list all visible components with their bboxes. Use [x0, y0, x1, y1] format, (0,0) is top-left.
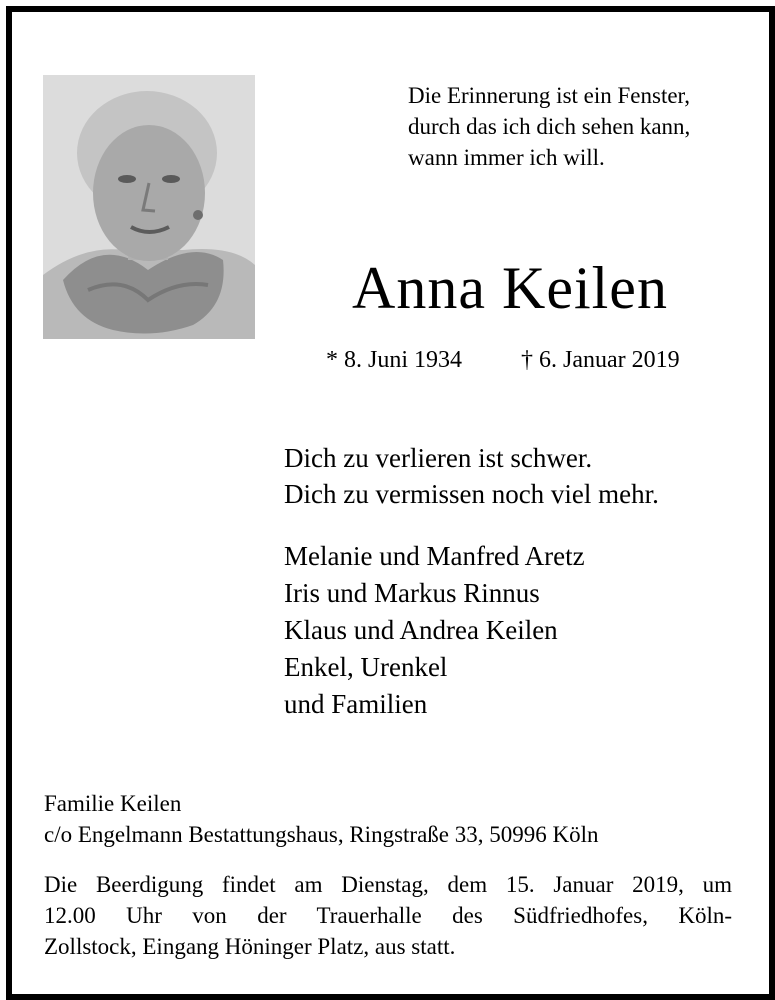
portrait-photo — [43, 75, 255, 339]
mourner-line: und Familien — [284, 689, 428, 719]
birth-date: * 8. Juni 1934 — [326, 347, 463, 373]
funeral-notice — [44, 869, 732, 962]
contact-address — [44, 788, 598, 850]
mourners-list — [284, 538, 585, 723]
quote-line: wann immer ich will. — [408, 145, 605, 170]
contact-line: Familie Keilen — [44, 791, 182, 816]
mourner-line: Iris und Markus Rinnus — [284, 578, 540, 608]
death-date: † 6. Januar 2019 — [521, 347, 680, 373]
deceased-name: Anna Keilen — [352, 255, 668, 321]
mourner-line: Melanie und Manfred Aretz — [284, 541, 585, 571]
quote-line: Die Erinnerung ist ein Fenster, — [408, 83, 691, 108]
funeral-line: 12.00 Uhr von der Trauerhalle des Südfriedhofes, Köln- — [44, 903, 732, 928]
funeral-line: Zollstock, Eingang Höninger Platz, aus statt. — [44, 934, 456, 959]
contact-line: c/o Engelmann Bestattungshaus, Ringstraße 33, 50996 Köln — [44, 822, 599, 847]
verse-line: Dich zu verlieren ist schwer. — [284, 443, 593, 473]
verse-line: Dich zu vermissen noch viel mehr. — [284, 479, 659, 509]
mourner-line: Enkel, Urenkel — [284, 652, 448, 682]
mourning-verse — [284, 440, 659, 512]
funeral-line: Die Beerdigung findet am Dienstag, dem 15. Januar 2019, um — [44, 872, 732, 897]
portrait-illustration — [43, 75, 255, 339]
memorial-quote — [408, 80, 748, 173]
quote-line: durch das ich dich sehen kann, — [408, 114, 691, 139]
mourner-line: Klaus und Andrea Keilen — [284, 615, 558, 645]
